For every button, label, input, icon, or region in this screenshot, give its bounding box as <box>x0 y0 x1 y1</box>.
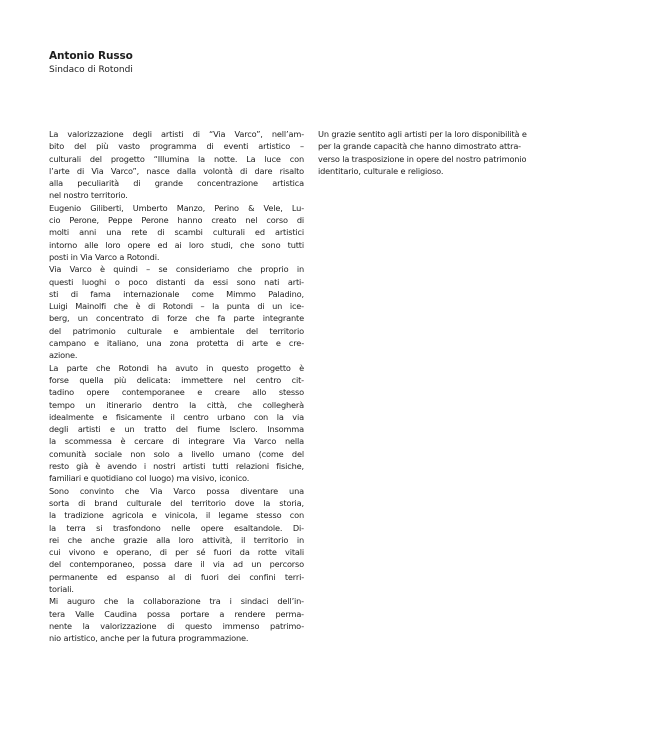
text-line: forse quella più delicata: immettere nel centro cit- <box>49 374 304 385</box>
text-line: Sono convinto che Via Varco possa diventare una <box>49 485 304 496</box>
text-line: degli artisti e un tratto del fiume Isclero. Insomma <box>49 424 304 435</box>
text-line: del patrimonio culturale e ambientale del territorio <box>49 325 304 336</box>
text-line: idealmente e fisicamente il centro urbano con la via <box>49 411 304 422</box>
text-line: tera Valle Caudina possa portare a rendere perma- <box>49 608 304 619</box>
text-line: tadino opere contemporanee e creare allo stesso <box>49 387 304 398</box>
left-text-column <box>49 128 304 644</box>
text-line: questi luoghi o poco distanti da essi sono nati arti- <box>49 276 304 287</box>
text-line: berg, un concentrato di forze che fa parte integrante <box>49 313 304 324</box>
text-line: azione. <box>49 350 78 361</box>
text-line: familiari e quotidiano col luogo) ma visivo, iconico. <box>49 473 250 484</box>
author-name: Antonio Russo <box>49 50 133 62</box>
body-paragraph <box>49 595 304 644</box>
text-line: del contemporaneo, possa dare il via ad un percorso <box>49 559 304 570</box>
text-line: Eugenio Giliberti, Umberto Manzo, Perino & Vele, Lu- <box>49 202 304 213</box>
text-line: resto già è avendo i nostri artisti tutti relazioni fisiche, <box>49 461 304 472</box>
text-line: Mi auguro che la collaborazione tra i sindaci dell’in- <box>49 596 304 607</box>
text-line: cio Perone, Peppe Perone hanno creato nel corso di <box>49 215 304 226</box>
text-line: tempo un itinerario dentro la città, che collegherà <box>49 399 304 410</box>
text-line: per la grande capacità che hanno dimostrato attra- <box>318 141 521 152</box>
text-line: la scommessa è cercare di integrare Via Varco nella <box>49 436 304 447</box>
text-line: identitario, culturale e religioso. <box>318 165 444 176</box>
text-line: comunità sociale non solo a livello umano (come del <box>49 448 304 459</box>
text-line: verso la trasposizione in opere del nostro patrimonio <box>318 153 527 164</box>
text-line: La valorizzazione degli artisti di “Via Varco”, nell’am- <box>49 129 304 139</box>
body-paragraph <box>318 128 586 177</box>
text-line: posti in Via Varco a Rotondi. <box>49 251 160 262</box>
body-paragraph <box>49 263 304 361</box>
body-paragraph <box>49 202 304 263</box>
text-line: Luigi Mainolfi che è di Rotondi – la punta di un ice- <box>49 301 304 312</box>
body-paragraph <box>49 485 304 596</box>
right-text-column <box>318 128 586 177</box>
text-line: l’arte di Via Varco”, nasce dalla volontà di dare risalto <box>49 165 304 176</box>
text-line: culturali del progetto “Illumina la notte. La luce con <box>49 153 304 164</box>
text-line: la tradizione agricola e vinicola, il legame stesso con <box>49 510 304 521</box>
text-line: Via Varco è quindi – se consideriamo che proprio in <box>49 264 304 275</box>
text-line: Un grazie sentito agli artisti per la loro disponibilità e <box>318 129 527 139</box>
text-line: nel nostro territorio. <box>49 190 128 201</box>
body-paragraph <box>49 362 304 485</box>
text-line: sti di fama internazionale come Mimmo Paladino, <box>49 288 304 299</box>
author-role: Sindaco di Rotondi <box>49 65 133 75</box>
text-line: nente la valorizzazione di questo immenso patrimo- <box>49 620 304 631</box>
text-line: cui vivono e operano, di per sé fuori da rotte vitali <box>49 547 304 558</box>
text-line: campano e italiano, una zona protetta di arte e cre- <box>49 338 304 349</box>
text-line: intorno alle loro opere ed ai loro studi, che sono tutti <box>49 239 304 250</box>
text-line: toriali. <box>49 583 74 594</box>
text-line: alla peculiarità di grande concentrazione artistica <box>49 178 304 189</box>
text-line: permanente ed espanso al di fuori dei confini terri- <box>49 571 304 582</box>
text-line: rei che anche grazie alla loro attività, il territorio in <box>49 534 304 545</box>
text-line: bito del più vasto programma di eventi artistico – <box>49 141 304 152</box>
text-line: sorta di brand culturale del territorio dove la storia, <box>49 497 304 508</box>
text-line: nio artistico, anche per la futura programmazione. <box>49 633 249 644</box>
body-paragraph <box>49 128 304 202</box>
text-line: la terra si trasfondono nelle opere esaltandole. Di- <box>49 522 304 533</box>
text-line: molti anni una rete di scambi culturali ed artistici <box>49 227 304 238</box>
text-line: La parte che Rotondi ha avuto in questo progetto è <box>49 362 304 373</box>
